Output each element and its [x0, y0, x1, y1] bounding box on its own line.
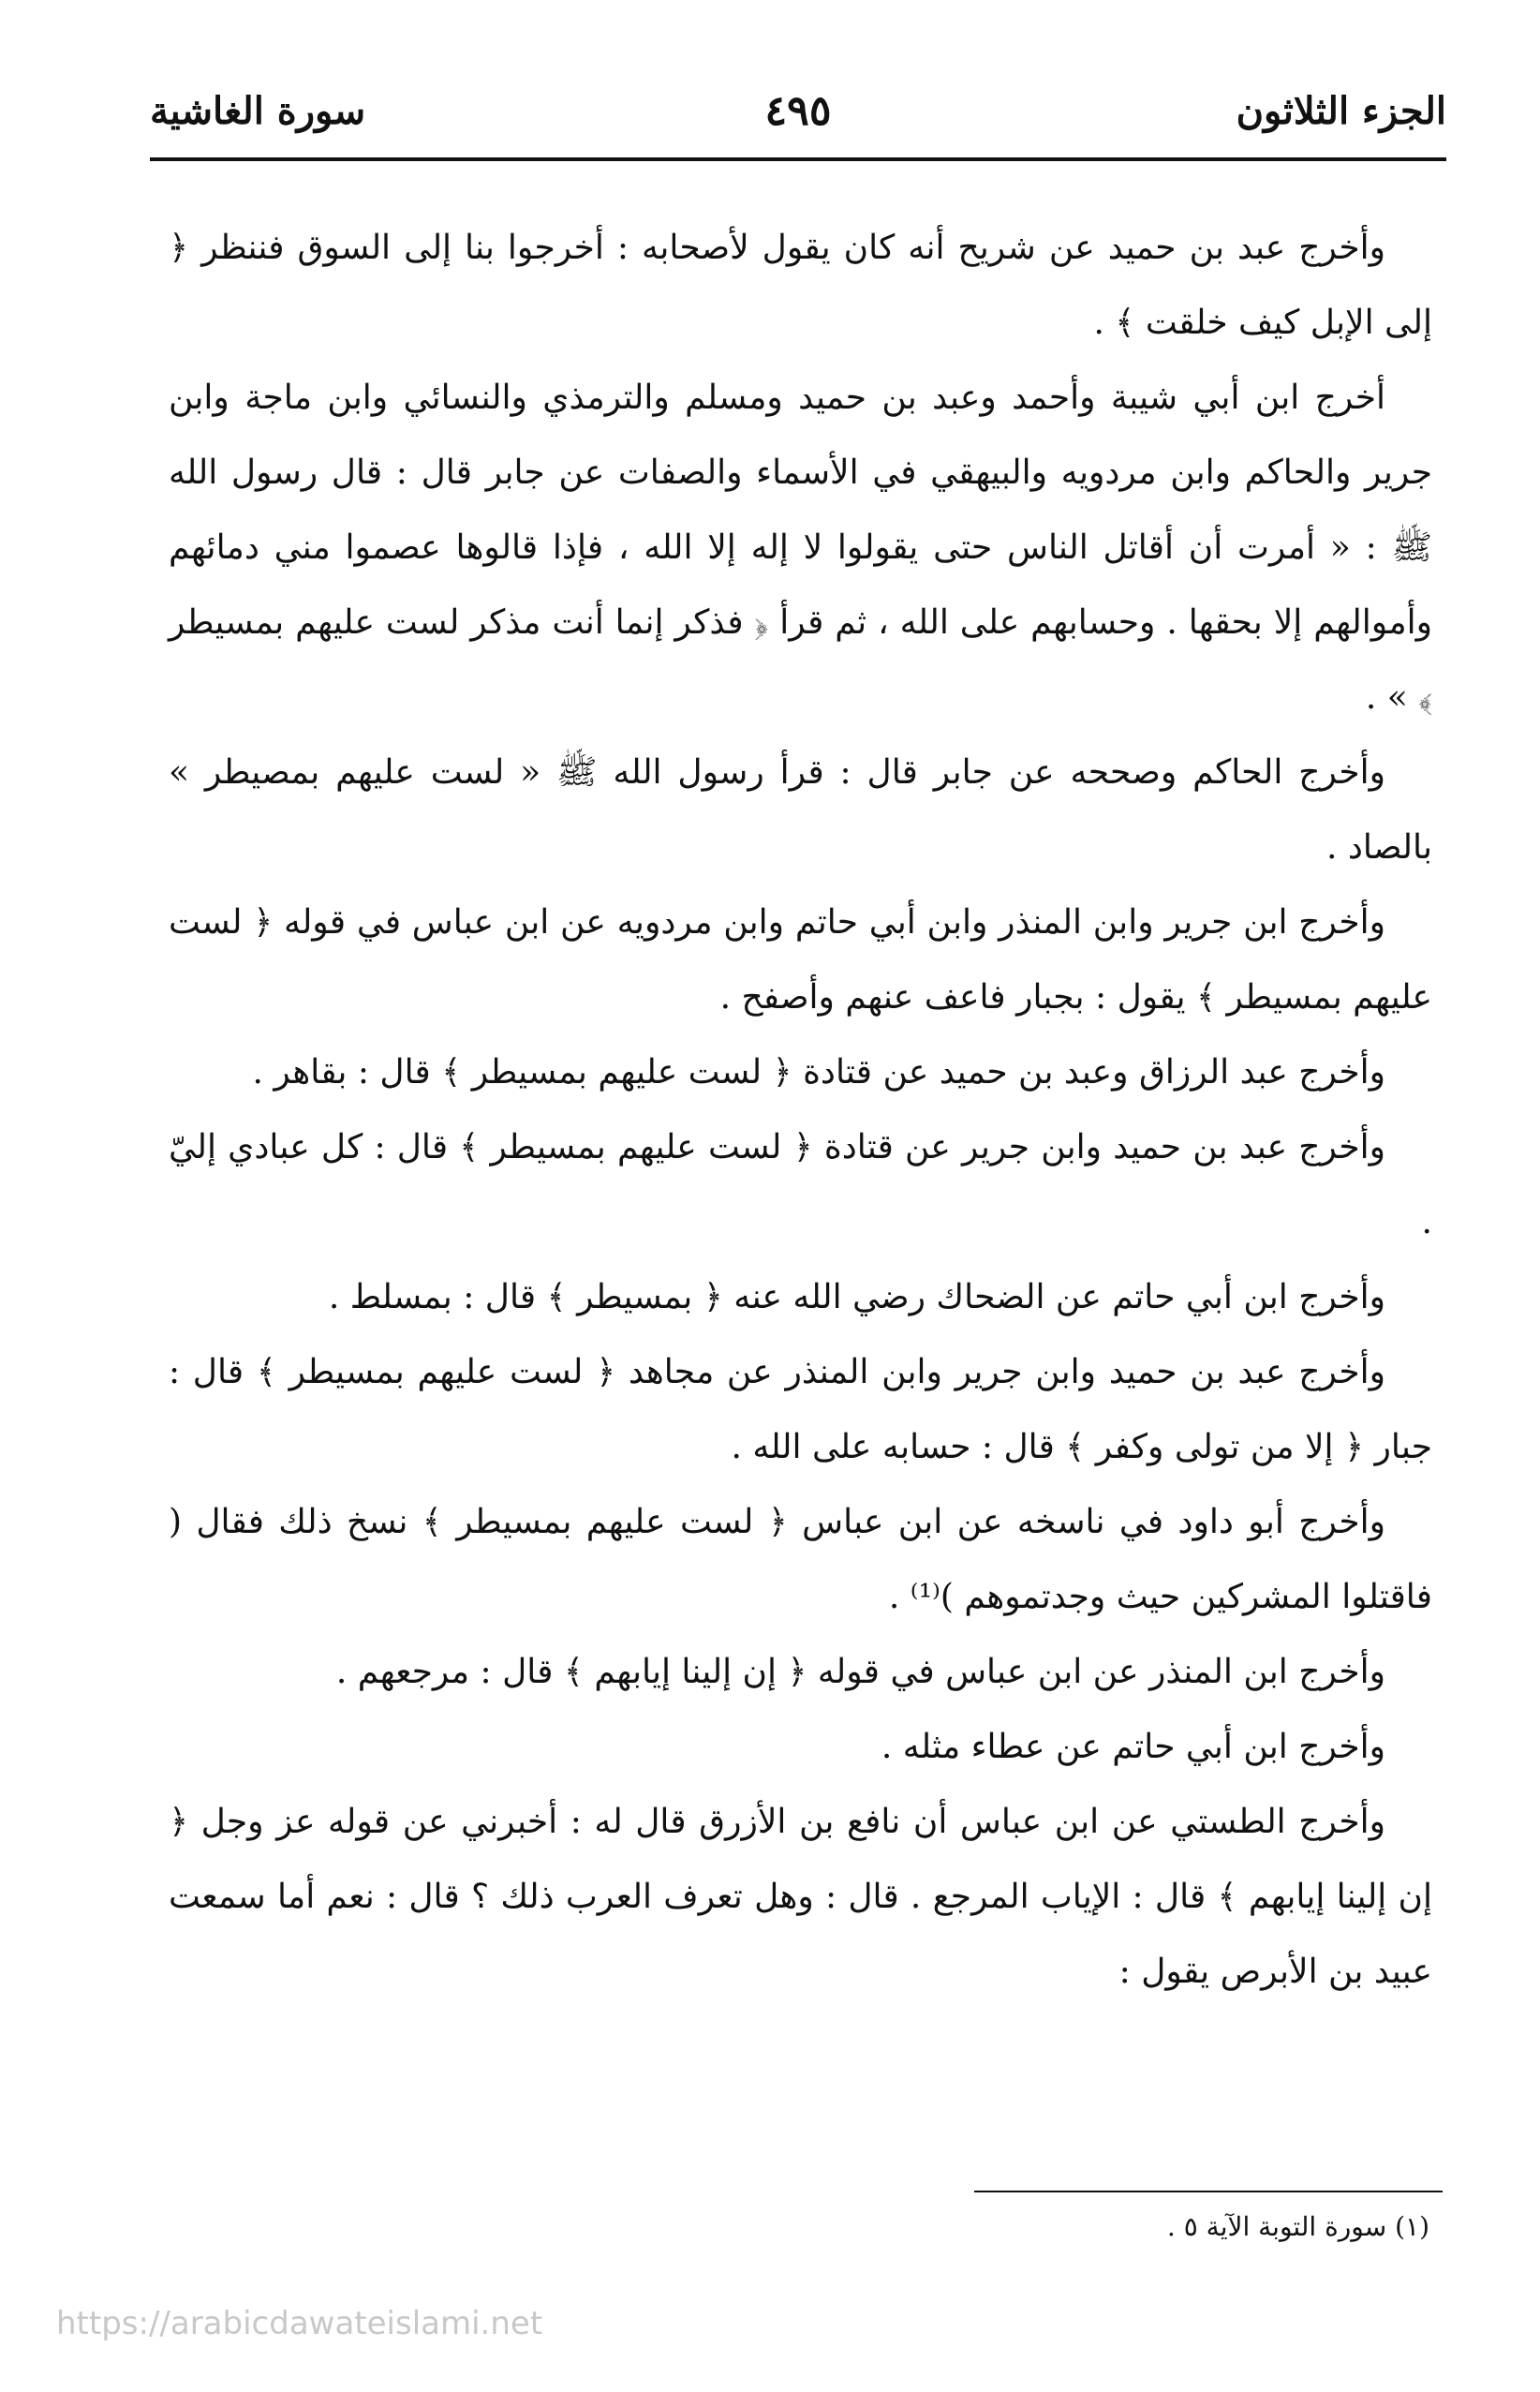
paragraph-6: وأخرج عبد بن حميد وابن جرير عن قتادة ﴿ لست عليهم بمسيطر ﴾ قال : كل عبادي إليّ .	[169, 1128, 1432, 1241]
part-title: الجزء الثلاثون	[1236, 88, 1446, 133]
paragraph-1: وأخرج عبد بن حميد عن شريح أنه كان يقول لأصحابه : أخرجوا بنا إلى السوق فننظر ﴿ إلى الإبل كيف خلقت ﴾ .	[169, 229, 1432, 342]
page-number: ٤٩٥	[764, 86, 832, 135]
paragraph-7: وأخرج ابن أبي حاتم عن الضحاك رضي الله عنه ﴿ بمسيطر ﴾ قال : بمسلط .	[328, 1278, 1385, 1316]
main-text	[169, 211, 1432, 2010]
surah-title: سورة الغاشية	[150, 88, 366, 133]
paragraph-4: وأخرج ابن جرير وابن المنذر وابن أبي حاتم وابن مردويه عن ابن عباس في قوله ﴿ لست عليهم بمسيطر ﴾ يقول : بجبار فاعف عنهم وأصفح .	[169, 903, 1432, 1017]
footnote: (١) سورة التوبة الآية ٥ .	[1166, 2211, 1429, 2242]
paragraph-9: وأخرج أبو داود في ناسخه عن ابن عباس ﴿ لست عليهم بمسيطر ﴾ نسخ ذلك فقال ( فاقتلوا المشركين حيث وجدتموهم )⁽¹⁾ .	[169, 1503, 1432, 1616]
watermark-url: https://arabicdawateislami.net	[56, 2305, 543, 2342]
header-divider	[150, 157, 1446, 161]
footnote-divider	[974, 2191, 1443, 2192]
page-header	[150, 73, 1446, 148]
paragraph-2: أخرج ابن أبي شيبة وأحمد وعبد بن حميد ومسلم والترمذي والنسائي وابن ماجة وابن جرير والحاكم وابن مردويه والبيهقي في الأسماء والصفات عن جابر قال : قال رسول الله ﷺ : « أمرت أن أقاتل الناس حتى يقولوا لا إله إلا الله ، فإذا قالوها عصموا مني دمائهم وأموالهم إلا بحقها . وحسابهم على الله ، ثم قرأ ﴿ فذكر إنما أنت مذكر لست عليهم بمسيطر ﴾ » .	[169, 379, 1432, 717]
paragraph-8: وأخرج عبد بن حميد وابن جرير وابن المنذر عن مجاهد ﴿ لست عليهم بمسيطر ﴾ قال : جبار ﴿ إلا من تولى وكفر ﴾ قال : حسابه على الله .	[169, 1353, 1432, 1466]
paragraph-10: وأخرج ابن المنذر عن ابن عباس في قوله ﴿ إن إلينا إيابهم ﴾ قال : مرجعهم .	[335, 1653, 1385, 1691]
paragraph-3: وأخرج الحاكم وصححه عن جابر قال : قرأ رسول الله ﷺ « لست عليهم بمصيطر » بالصاد .	[169, 753, 1432, 867]
paragraph-11: وأخرج ابن أبي حاتم عن عطاء مثله .	[881, 1728, 1385, 1766]
paragraph-12: وأخرج الطستي عن ابن عباس أن نافع بن الأزرق قال له : أخبرني عن قوله عز وجل ﴿ إن إلينا إيابهم ﴾ قال : الإياب المرجع . قال : وهل تعرف العرب ذلك ؟ قال : نعم أما سمعت عبيد بن الأبرص يقول :	[169, 1803, 1432, 1991]
paragraph-5: وأخرج عبد الرزاق وعبد بن حميد عن قتادة ﴿ لست عليهم بمسيطر ﴾ قال : بقاهر .	[252, 1053, 1385, 1092]
